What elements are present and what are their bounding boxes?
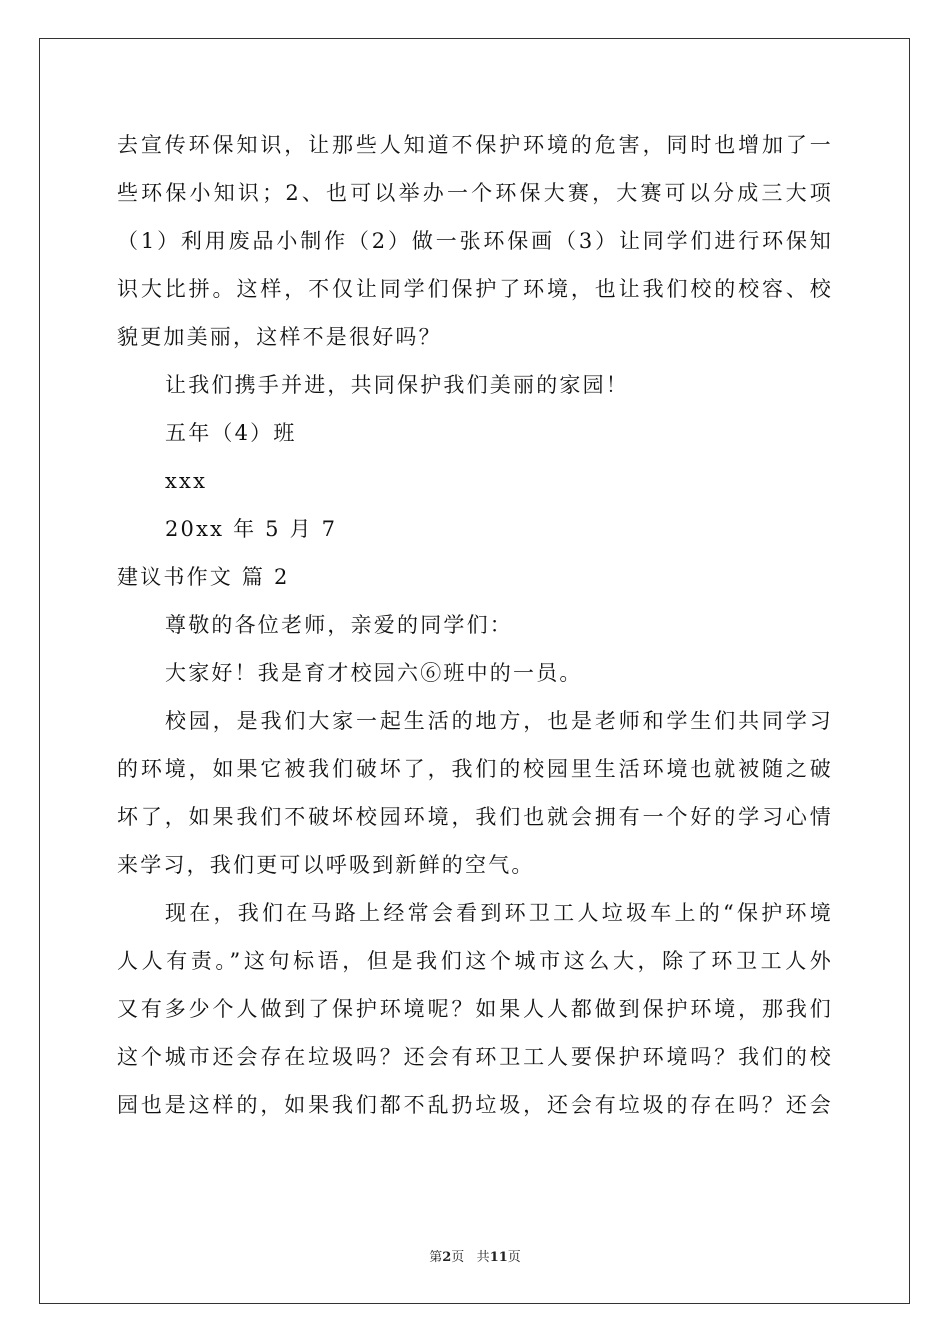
document-body xyxy=(117,121,833,1129)
text-line: 坏了，如果我们不破坏校园环境，我们也就会拥有一个好的学习心情 xyxy=(117,805,833,829)
greeting: 大家好！我是育才校园六⑥班中的一员。 xyxy=(165,661,583,685)
text-line: 园也是这样的，如果我们都不乱扔垃圾，还会有垃圾的存在吗？还会 xyxy=(117,1093,833,1117)
signature-name: xxx xyxy=(165,469,208,493)
text-line: 的环境，如果它被我们破坏了，我们的校园里生活环境也就被随之破 xyxy=(117,757,833,781)
text-line: 貌更加美丽，这样不是很好吗？ xyxy=(117,325,442,349)
text-line: 去宣传环保知识，让那些人知道不保护环境的危害，同时也增加了一 xyxy=(117,133,833,157)
text-line: 识大比拼。这样，不仅让同学们保护了环境，也让我们校的校容、校 xyxy=(117,277,833,301)
text-line: （1）利用废品小制作（2）做一张环保画（3）让同学们进行环保知 xyxy=(117,229,833,253)
page-footer xyxy=(0,1246,950,1265)
section-heading: 建议书作文 篇 2 xyxy=(117,565,290,589)
footer-total-pages: 11 xyxy=(489,1250,508,1265)
text-line: 现在，我们在马路上经常会看到环卫工人垃圾车上的“保护环境 xyxy=(165,901,833,925)
salutation: 尊敬的各位老师，亲爱的同学们： xyxy=(165,613,513,637)
closing-line: 让我们携手并进，共同保护我们美丽的家园！ xyxy=(165,373,629,397)
footer-total-suffix: 页 xyxy=(507,1250,521,1265)
text-line: 又有多少个人做到了保护环境呢？如果人人都做到保护环境，那我们 xyxy=(117,997,833,1021)
footer-page-number: 2 xyxy=(442,1250,452,1265)
footer-prefix: 第 xyxy=(429,1250,443,1265)
text-line: 这个城市还会存在垃圾吗？还会有环卫工人要保护环境吗？我们的校 xyxy=(117,1045,833,1069)
text-line: 校园，是我们大家一起生活的地方，也是老师和学生们共同学习 xyxy=(165,709,833,733)
text-line: 来学习，我们更可以呼吸到新鲜的空气。 xyxy=(117,853,535,877)
footer-total-prefix: 共 xyxy=(476,1250,490,1265)
text-line: 些环保小知识；2、也可以举办一个环保大赛，大赛可以分成三大项 xyxy=(117,181,833,205)
signature-class: 五年（4）班 xyxy=(165,421,297,445)
signature-date: 20xx 年 5 月 7 xyxy=(165,517,338,541)
text-line: 人人有责。”这句标语，但是我们这个城市这么大，除了环卫工人外 xyxy=(117,949,833,973)
footer-page-suffix: 页 xyxy=(451,1250,465,1265)
